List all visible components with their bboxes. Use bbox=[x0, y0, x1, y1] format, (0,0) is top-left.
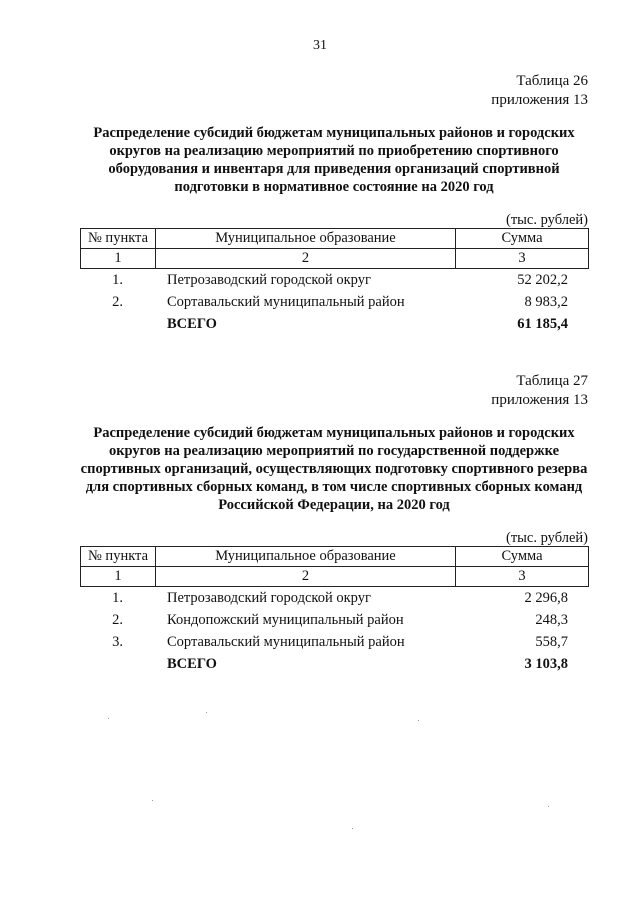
total-label: ВСЕГО bbox=[167, 316, 217, 332]
row-amount: 52 202,2 bbox=[517, 272, 568, 288]
header-amount: Сумма bbox=[456, 229, 589, 249]
header-number-cell: 3 bbox=[456, 249, 589, 269]
header-municipality: Муниципальное образование bbox=[156, 229, 456, 249]
header-amount: Сумма bbox=[456, 547, 589, 567]
table-caption bbox=[80, 372, 588, 410]
table-row bbox=[80, 631, 588, 653]
row-amount: 2 296,8 bbox=[524, 590, 568, 606]
units-label: (тыс. рублей) bbox=[506, 212, 588, 228]
header-number-cell: 2 bbox=[156, 249, 456, 269]
table-body bbox=[80, 269, 588, 335]
header-number-cell: 1 bbox=[81, 567, 156, 587]
table-title: Распределение субсидий бюджетам муниципальных районов и городских округов на реализацию мероприятий по приобретению спортивного оборудования и инвентаря для приведения организаций спортивной подготовки в нормативное состояние на 2020 год bbox=[93, 125, 575, 195]
table-27-section bbox=[80, 372, 588, 675]
scan-speck bbox=[418, 720, 419, 721]
table-caption bbox=[80, 72, 588, 110]
row-municipality: Кондопожский муниципальный район bbox=[167, 612, 404, 628]
table-caption-line2: приложения 13 bbox=[491, 392, 588, 408]
header-item-number: № пункта bbox=[81, 229, 156, 249]
row-number: 1. bbox=[112, 590, 123, 606]
total-row bbox=[80, 653, 588, 675]
row-number: 3. bbox=[112, 634, 123, 650]
total-label: ВСЕГО bbox=[167, 656, 217, 672]
header-numbers-row bbox=[81, 567, 589, 587]
table-caption-line1: Таблица 26 bbox=[516, 73, 588, 89]
row-number: 1. bbox=[112, 272, 123, 288]
total-row bbox=[80, 313, 588, 335]
page-number: 31 bbox=[313, 38, 327, 53]
header-number-cell: 3 bbox=[456, 567, 589, 587]
header-number-cell: 2 bbox=[156, 567, 456, 587]
table-row bbox=[80, 587, 588, 609]
total-amount: 61 185,4 bbox=[517, 316, 568, 332]
table-title: Распределение субсидий бюджетам муниципальных районов и городских округов на реализацию мероприятий по государственной поддержке спортивных организаций, осуществляющих подготовку спортивного резерва для спортивных сборных команд, в том числе спортивных сборных команд Российской Федерации, на 2020 год bbox=[80, 425, 588, 513]
row-municipality: Петрозаводский городской округ bbox=[167, 590, 371, 606]
table-row bbox=[80, 269, 588, 291]
row-number: 2. bbox=[112, 612, 123, 628]
table-row bbox=[80, 291, 588, 313]
row-municipality: Сортавальский муниципальный район bbox=[167, 634, 405, 650]
header-numbers-row bbox=[81, 249, 589, 269]
table-caption-line1: Таблица 27 bbox=[516, 373, 588, 389]
row-amount: 248,3 bbox=[535, 612, 568, 628]
table-row bbox=[80, 609, 588, 631]
header-row bbox=[81, 229, 589, 249]
units-label: (тыс. рублей) bbox=[506, 530, 588, 546]
header-row bbox=[81, 547, 589, 567]
row-municipality: Сортавальский муниципальный район bbox=[167, 294, 405, 310]
scan-speck bbox=[108, 718, 109, 719]
header-municipality: Муниципальное образование bbox=[156, 547, 456, 567]
scan-speck bbox=[152, 800, 153, 801]
total-amount: 3 103,8 bbox=[524, 656, 568, 672]
row-municipality: Петрозаводский городской округ bbox=[167, 272, 371, 288]
table-caption-line2: приложения 13 bbox=[491, 92, 588, 108]
scan-speck bbox=[206, 712, 207, 713]
row-amount: 558,7 bbox=[535, 634, 568, 650]
row-amount: 8 983,2 bbox=[524, 294, 568, 310]
table-body bbox=[80, 587, 588, 675]
table-header-grid bbox=[80, 546, 589, 587]
row-number: 2. bbox=[112, 294, 123, 310]
table-header-grid bbox=[80, 228, 589, 269]
scan-speck bbox=[352, 828, 353, 829]
scan-speck bbox=[548, 806, 549, 807]
header-number-cell: 1 bbox=[81, 249, 156, 269]
header-item-number: № пункта bbox=[81, 547, 156, 567]
table-26-section bbox=[80, 72, 588, 335]
